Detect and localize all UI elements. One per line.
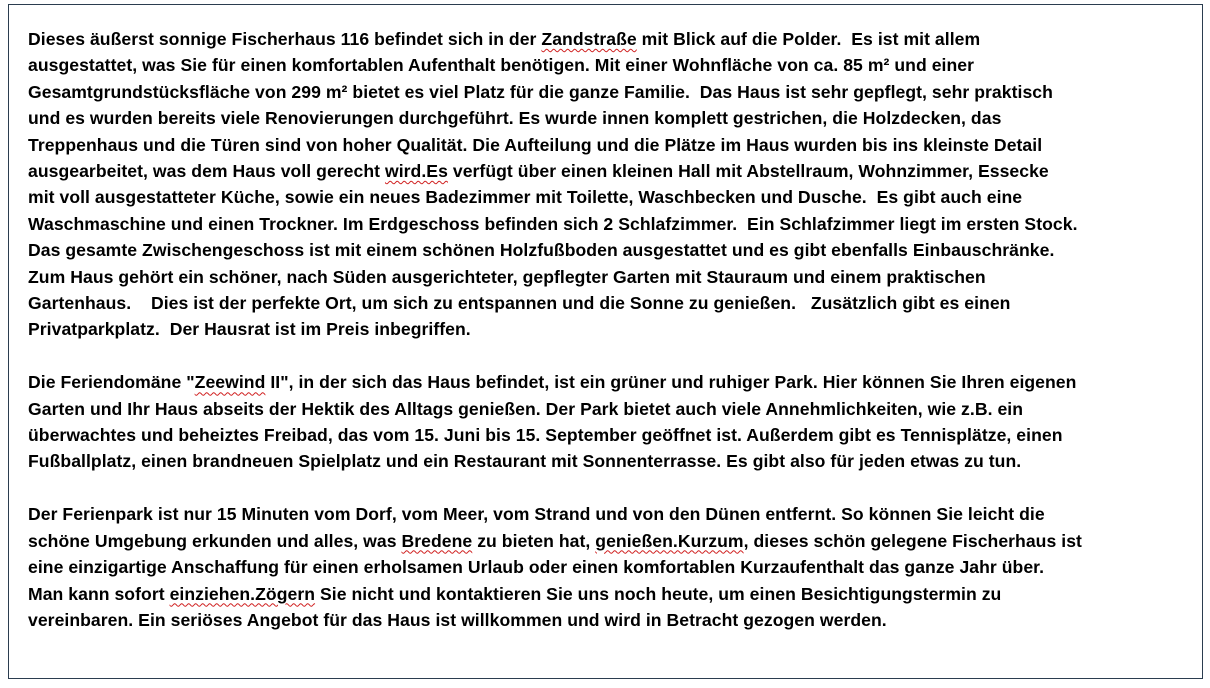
text-line: Gesamtgrundstücksfläche von 299 m² bietet es viel Platz für die ganze Familie. Das Haus ist sehr gepflegt, sehr praktisch — [28, 81, 1053, 102]
text-line: Privatparkplatz. Der Hausrat ist im Preis inbegriffen. — [28, 319, 471, 340]
text-line: überwachtes und beheiztes Freibad, das vom 15. Juni bis 15. September geöffnet ist. Außerdem gibt es Tennisplätze, einen — [28, 425, 1063, 446]
paragraph-spacer — [28, 475, 1198, 501]
spellcheck-flagged-word[interactable]: einziehen.Zögern — [169, 583, 316, 604]
text-line: Waschmaschine und einen Trockner. Im Erdgeschoss befinden sich 2 Schlafzimmer. Ein Schlafzimmer liegt im ersten Stock. — [28, 213, 1078, 234]
text-line: Garten und Ihr Haus abseits der Hektik des Alltags genießen. Der Park bietet auch viele Annehmlichkeiten, wie z.B. ein — [28, 398, 1024, 419]
text-line: Die Feriendomäne "Zeewind II", in der sich das Haus befindet, ist ein grüner und ruhiger Park. Hier können Sie Ihren eigenen — [28, 372, 1077, 393]
spellcheck-flagged-word[interactable]: Bredene — [401, 530, 473, 551]
paragraph-spacer — [28, 343, 1198, 369]
spellcheck-flagged-word[interactable]: genießen.Kurzum — [595, 530, 744, 551]
paragraph-3 — [28, 501, 1198, 633]
paragraph-2 — [28, 369, 1198, 475]
text-line: Gartenhaus. Dies ist der perfekte Ort, um sich zu entspannen und die Sonne zu genießen. Zusätzlich gibt es einen — [28, 293, 1011, 314]
text-line: Fußballplatz, einen brandneuen Spielplatz und ein Restaurant mit Sonnenterrasse. Es gibt also für jeden etwas zu tun. — [28, 451, 1022, 472]
text-line: schöne Umgebung erkunden und alles, was Bredene zu bieten hat, genießen.Kurzum, dieses schön gelegene Fischerhaus ist — [28, 530, 1082, 551]
document-body — [28, 26, 1198, 633]
text-line: ausgestattet, was Sie für einen komfortablen Aufenthalt benötigen. Mit einer Wohnfläche von ca. 85 m² und einer — [28, 55, 974, 76]
text-line: eine einzigartige Anschaffung für einen erholsamen Urlaub oder einen komfortablen Kurzaufenthalt das ganze Jahr über. — [28, 557, 1045, 578]
text-line: ausgearbeitet, was dem Haus voll gerecht wird.Es verfügt über einen kleinen Hall mit Abstellraum, Wohnzimmer, Essecke — [28, 161, 1049, 182]
text-line: Das gesamte Zwischengeschoss ist mit einem schönen Holzfußboden ausgestattet und es gibt ebenfalls Einbauschränke. — [28, 240, 1055, 261]
text-line: Treppenhaus und die Türen sind von hoher Qualität. Die Aufteilung und die Plätze im Haus wurden bis ins kleinste Detail — [28, 134, 1043, 155]
text-line: Man kann sofort einziehen.Zögern Sie nicht und kontaktieren Sie uns noch heute, um einen Besichtigungstermin zu — [28, 583, 1002, 604]
text-line: mit voll ausgestatteter Küche, sowie ein neues Badezimmer mit Toilette, Waschbecken und Dusche. Es gibt auch eine — [28, 187, 1023, 208]
paragraph-1 — [28, 26, 1198, 343]
text-line: Dieses äußerst sonnige Fischerhaus 116 befindet sich in der Zandstraße mit Blick auf die Polder. Es ist mit allem — [28, 29, 981, 49]
spellcheck-flagged-word[interactable]: Zeewind — [194, 372, 266, 393]
spellcheck-flagged-word[interactable]: wird.Es — [384, 161, 448, 182]
text-line: Der Ferienpark ist nur 15 Minuten vom Dorf, vom Meer, vom Strand und von den Dünen entfernt. So können Sie leicht die — [28, 504, 1045, 525]
spellcheck-flagged-word[interactable]: Zandstraße — [541, 29, 637, 49]
text-line: vereinbaren. Ein seriöses Angebot für das Haus ist willkommen und wird in Betracht gezogen werden. — [28, 609, 887, 630]
text-line: Zum Haus gehört ein schöner, nach Süden ausgerichteter, gepflegter Garten mit Stauraum und einem praktischen — [28, 266, 986, 287]
text-line: und es wurden bereits viele Renovierungen durchgeführt. Es wurde innen komplett gestrichen, die Holzdecken, das — [28, 108, 1002, 129]
document-text-box — [8, 4, 1203, 679]
